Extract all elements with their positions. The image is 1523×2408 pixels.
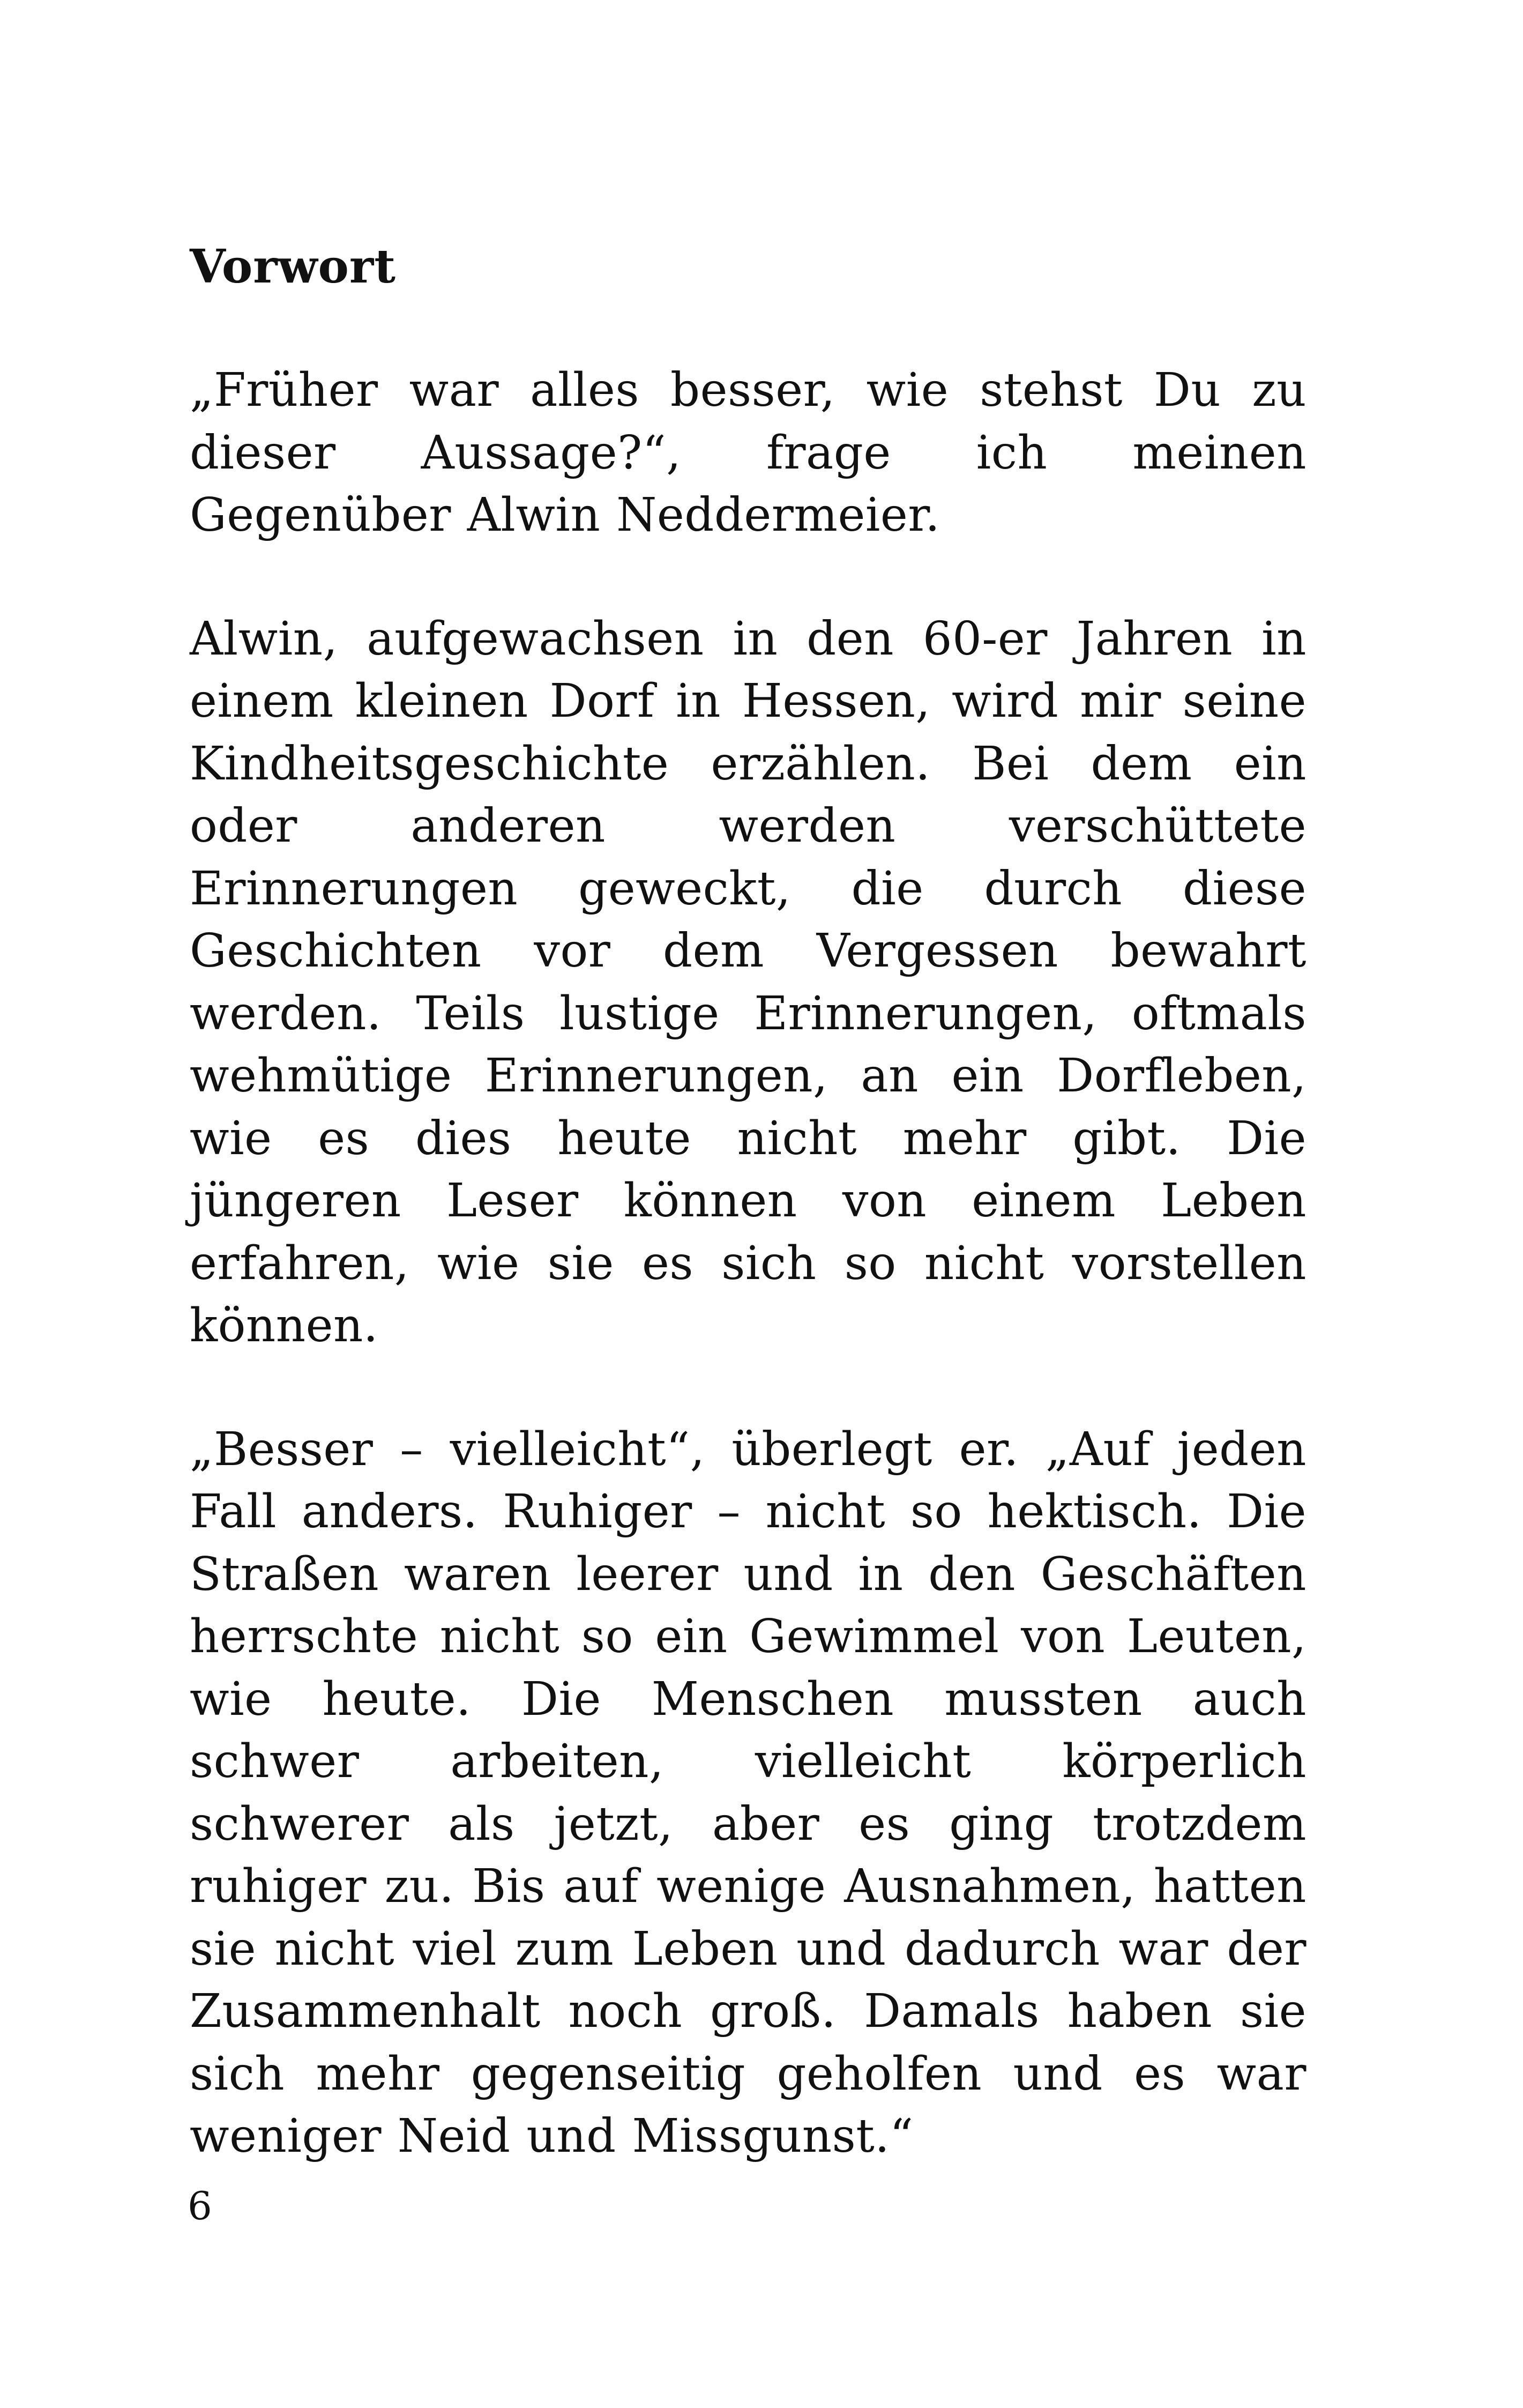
paragraph-intro: „Früher war alles besser, wie stehst Du zu dieser Aussage?“, frage ich meinen Gegenüber Alwin Neddermeier.: [190, 363, 1307, 542]
page-title: Vorwort: [190, 240, 396, 294]
page-number: 6: [188, 2183, 212, 2228]
paragraph-alwin: Alwin, aufgewachsen in den 60-er Jahren in einem kleinen Dorf in Hessen, wird mir seine Kindheitsgeschichte erzählen. Bei dem ein oder anderen werden verschüttete Erinnerungen geweckt, die durch diese Geschichten vor dem Vergessen bewahrt werden. Teils lustige Erinnerungen, oftmals wehmütige Erinnerungen, an ein Dorfleben, wie es dies heute nicht mehr gibt. Die jüngeren Leser können von einem Leben erfahren, wie sie es sich so nicht vorstellen können.: [190, 612, 1307, 1352]
paragraph-besser: „Besser – vielleicht“, überlegt er. „Auf jeden Fall anders. Ruhiger – nicht so hektisch. Die Straßen waren leerer und in den Geschäften herrschte nicht so ein Gewimmel von Leuten, wie heute. Die Menschen mussten auch schwer arbeiten, vielleicht körperlich schwerer als jetzt, aber es ging trotzdem ruhiger zu. Bis auf wenige Ausnahmen, hatten sie nicht viel zum Leben und dadurch war der Zusammenhalt noch groß. Damals haben sie sich mehr gegenseitig geholfen und es war weniger Neid und Missgunst.“: [190, 1422, 1307, 2163]
page-body: [190, 236, 1307, 2168]
